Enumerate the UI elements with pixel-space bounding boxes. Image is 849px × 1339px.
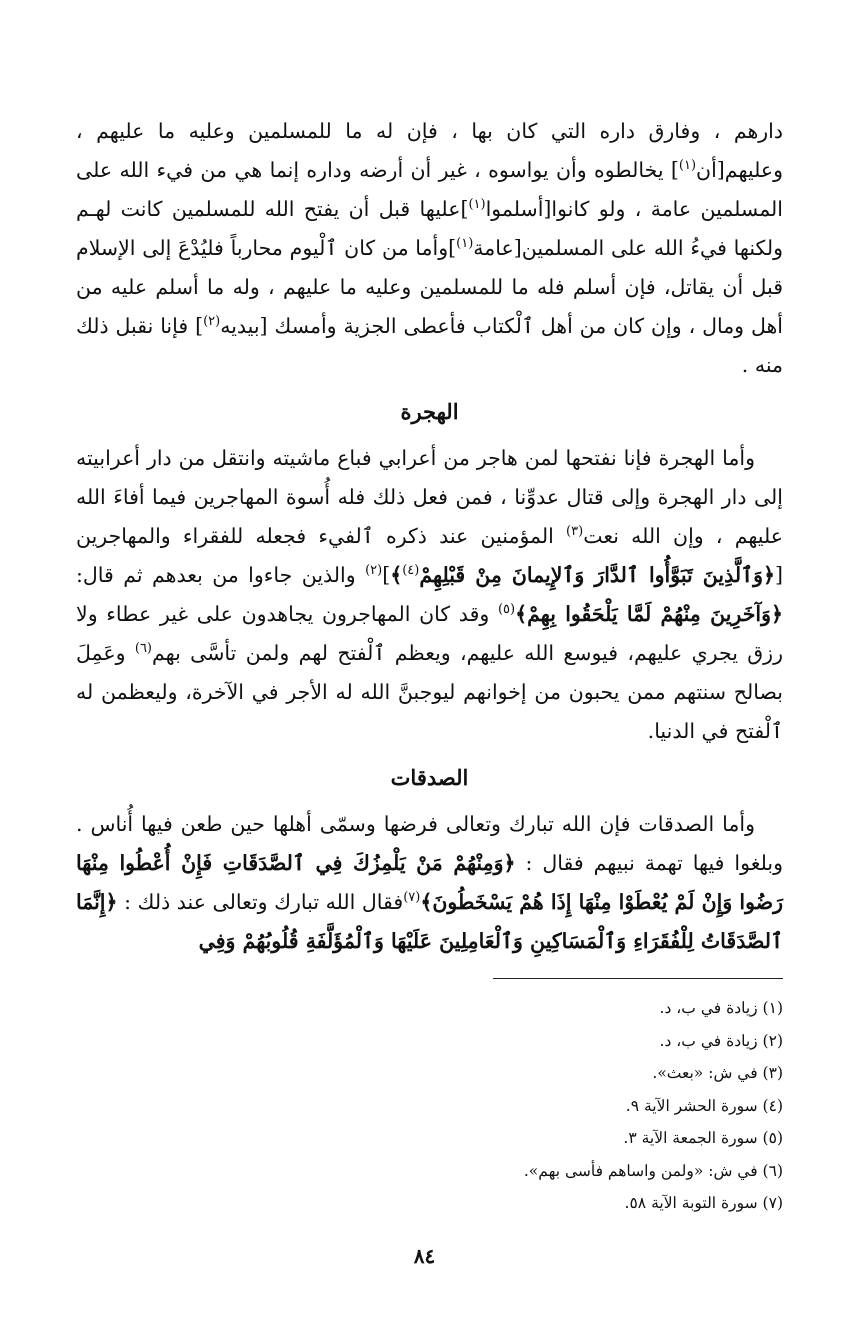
heading-sadaqat: الصدقات [390, 765, 469, 790]
footnote-divider [493, 978, 783, 979]
text-run: وأما الهجرة فإنا نفتحها لمن هاجر من أعرابي فباع ماشيته وانتقل من دار أعرابيته إلى دار الهجرة وإلى قتال عدوِّنا ، فمن فعل ذلك فله أُسوة المهاجرين فيما أفاءَ الله عليهم ، وإن الله نعت [76, 446, 784, 548]
paragraph-1 [76, 112, 783, 385]
paragraph-2 [76, 439, 783, 751]
footnote-ref: (١) [456, 236, 474, 252]
footnote-ref: (٢) [365, 563, 383, 579]
footnote-ref: (١) [468, 197, 486, 213]
footnote-ref: (٦) [134, 641, 152, 657]
text-run: ] يخالطوه وأن يواسوه ، غير أن أرضه وداره إنما هي من فيء الله على المسلمين عامة ، ولو كانوا[أسلموا [76, 158, 784, 221]
footnote-ref: (٥) [497, 602, 516, 618]
footnote-1: (١) زيادة في ب، د. [659, 999, 783, 1017]
text-run: ]عليها قبل أن يفتح الله للمسلمين كانت لهـم ولكنها فيءُ الله على المسلمين[عامة [76, 197, 783, 260]
quran-verse: ﴿إِنَّمَا ٱلصَّدَقَاتُ لِلْفُقَرَاءِ وَٱلْمَسَاكِينِ وَٱلْعَامِلِينَ عَلَيْهَا وَٱلْمُؤَلَّفَةِ قُلُوبُهُمْ وَفِي [76, 890, 783, 953]
text-run: المؤمنين عند ذكره ٱلفيء فجعله للفقراء والمهاجرين [ [76, 524, 783, 587]
footnote-7: (٧) سورة التوبة الآية ٥٨. [624, 1194, 783, 1212]
text-run: فقال الله تبارك وتعالى عند ذلك : [117, 890, 404, 914]
footnote-3: (٣) في ش: «بعث». [652, 1064, 783, 1082]
text-run: ] [382, 563, 391, 587]
quran-verse: ﴿وَآخَرِينَ مِنْهُمْ لَمَّا يَلْحَقُوا بِهِمْ﴾ [515, 602, 783, 626]
heading-hijra: الهجرة [400, 399, 459, 424]
footnote-6: (٦) في ش: «ولمن واساهم فأسى بهم». [523, 1161, 783, 1180]
footnote-ref: (٣) [566, 524, 584, 540]
footnote-ref: (١) [678, 158, 697, 174]
quran-verse: ﴾ [390, 563, 403, 587]
paragraph-3 [76, 805, 783, 961]
text-run: وعَمِلَ بصالح سنتهم ممن يحبون من إخوانهم ليوجبنَّ الله له الأجر في الآخرة، وليعظمن له ٱلْفتح في الدنيا. [76, 641, 783, 743]
footnote-ref: (٧) [403, 890, 421, 906]
text-run: ] فإنا نقبل ذلك منه . [76, 314, 783, 377]
quran-verse: ﴿وَمِنْهُمْ مَنْ يَلْمِزُكَ فِي ٱلصَّدَقَاتِ فَإِنْ أُعْطُوا مِنْهَا رَضُوا وَإِنْ لَمْ يُعْطَوْا مِنْهَا إِذَا هُمْ يَسْخَطُونَ﴾ [76, 851, 783, 914]
footnote-2: (٢) زيادة في ب، د. [659, 1031, 783, 1050]
text-run: والذين جاءوا من بعدهم ثم قال: [76, 563, 366, 587]
body-text [76, 112, 783, 961]
footnote-5: (٥) سورة الجمعة الآية ٣. [623, 1129, 783, 1147]
text-run: ]وأما من كان ٱلْيوم محارباً فليُدْعَ إلى الإسلام قبل أن يقاتل، فإن أسلم فله ما للمسلمين وعليه ما عليهم ، وله ما أسلم عليه من أهل ومال ، وإن كان من أهل ٱلْكتاب فأعطى الجزية وأمسك [بيديه [76, 236, 783, 338]
page-number: ٨٤ [413, 1244, 436, 1268]
footnotes [200, 992, 783, 1220]
text-run: وقد كان المهاجرون يجاهدون على غير عطاء ولا رزق يجري عليهم، فيوسع الله عليهم، ويعظم ٱلْفتح لهم ولمن تأسَّى بهم [76, 602, 783, 665]
footnote-ref: (٢) [203, 314, 221, 330]
quran-verse: ﴿وَٱلَّذِينَ تَبَوَّأُوا ٱلدَّارَ وَٱلإِيمانَ مِنْ قَبْلِهِمْ [419, 563, 775, 587]
text-run: وأما الصدقات فإن الله تبارك وتعالى فرضها وسمّى أهلها حين طعن فيها أُناس . وبلغوا فيها تهمة نبيهم فقال : [76, 812, 783, 875]
footnote-4: (٤) سورة الحشر الآية ٩. [625, 1096, 783, 1115]
text-run: دارهم ، وفارق داره التي كان بها ، فإن له ما للمسلمين وعليه ما عليهم ، وعليهم[أن [76, 119, 783, 182]
footnote-ref: (٤) [402, 563, 420, 579]
